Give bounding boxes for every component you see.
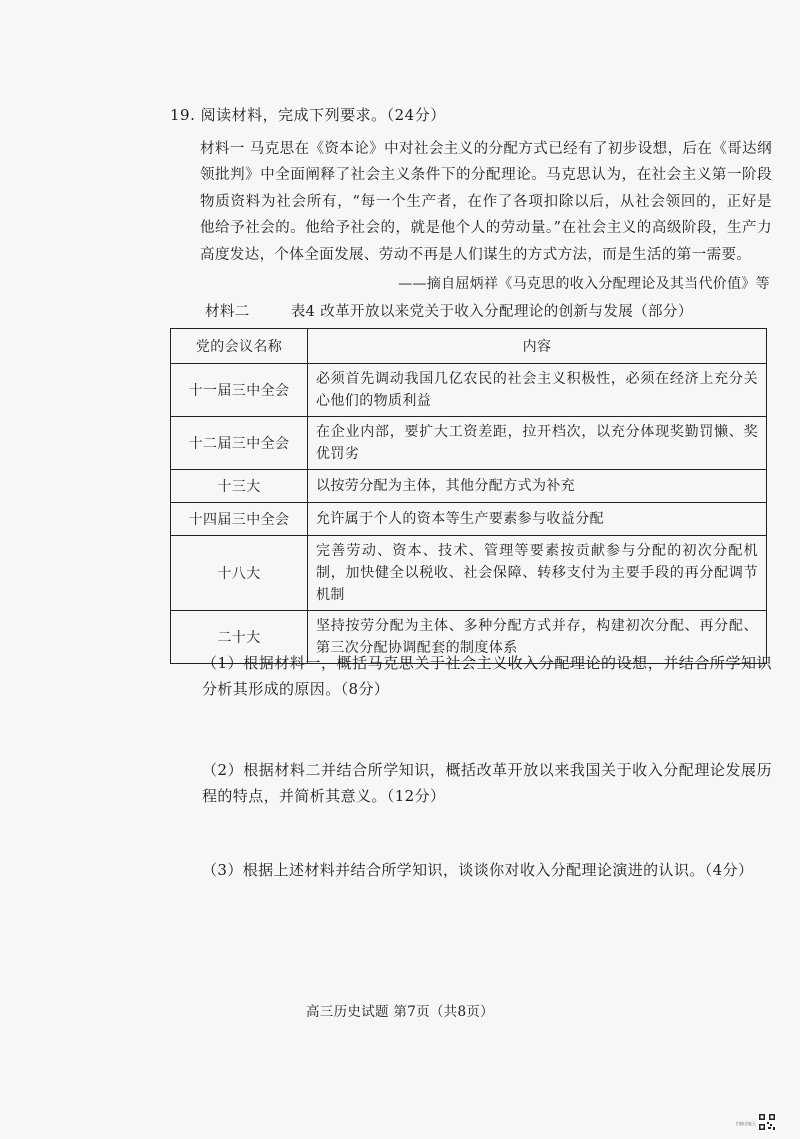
material-one — [170, 136, 772, 268]
meeting-content: 必须首先调动我国几亿农民的社会主义积极性，必须在经济上充分关心他们的物质利益 — [308, 364, 767, 417]
header-content: 内容 — [308, 329, 767, 364]
meeting-name: 十八大 — [171, 536, 308, 611]
subquestion-1 — [170, 650, 772, 702]
question-title: 19. 阅读材料，完成下列要求。（24分） — [170, 106, 446, 124]
meeting-content: 允许属于个人的资本等生产要素参与收益分配 — [308, 503, 767, 536]
watermark-label: 扫描全能王 — [736, 1121, 756, 1126]
meeting-content: 以按劳分配为主体，其他分配方式为补充 — [308, 470, 767, 503]
subquestion-2 — [170, 757, 772, 809]
meeting-name: 十三大 — [171, 470, 308, 503]
material-one-text: 材料一 马克思在《资本论》中对社会主义的分配方式已经有了初步设想，后在《哥达纲领批判》中全面阐释了社会主义条件下的分配理论。马克思认为，在社会主义第一阶段物质资料为社会所有，“每一个生产者，在作了各项扣除以后，从社会领回的，正好是他给予社会的。他给予社会的，就是他个人的劳动量。”在社会主义的高级阶段，生产力高度发达，个体全面发展、劳动不再是人们谋生的方式方法，而是生活的第一需要。 — [200, 141, 772, 263]
subquestion-2-text: （2）根据材料二并结合所学知识，概括改革开放以来我国关于收入分配理论发展历程的特点，并简析其意义。（12分） — [202, 761, 772, 805]
material-two-heading — [205, 300, 693, 321]
meeting-content: 完善劳动、资本、技术、管理等要素按贡献参与分配的初次分配机制，加快健全以税收、社会保障、转移支付为主要手段的再分配调节机制 — [308, 536, 767, 611]
page-footer: 高三历史试题 第7页（共8页） — [306, 1004, 494, 1020]
subquestion-3-text: （3）根据上述材料并结合所学知识，谈谈你对收入分配理论演进的认识。（4分） — [202, 861, 754, 879]
material-one-source: ——摘自屈炳祥《马克思的收入分配理论及其当代价值》等 — [398, 276, 770, 292]
meeting-content: 在企业内部，要扩大工资差距，拉开档次，以充分体现奖勤罚懒、奖优罚劣 — [308, 417, 767, 470]
material-two-label: 材料二 — [205, 304, 250, 320]
meeting-content: 坚持按劳分配为主体、多种分配方式并存，构建初次分配、再分配、第三次分配协调配套的制度体系 — [308, 611, 767, 664]
table-row — [171, 417, 767, 470]
table-row — [171, 470, 767, 503]
table-row — [171, 536, 767, 611]
table-header-row — [171, 329, 767, 364]
meeting-name: 十四届三中全会 — [171, 503, 308, 536]
table-row — [171, 364, 767, 417]
meeting-name: 二十大 — [171, 611, 308, 664]
meeting-name: 十一届三中全会 — [171, 364, 308, 417]
subquestion-3 — [170, 857, 772, 883]
meeting-name: 十二届三中全会 — [171, 417, 308, 470]
subquestion-1-text: （1）根据材料一，概括马克思关于社会主义收入分配理论的设想，并结合所学知识分析其形成的原因。（8分） — [202, 654, 772, 698]
table-row — [171, 503, 767, 536]
income-distribution-table — [170, 328, 767, 664]
table-caption: 表4 改革开放以来党关于收入分配理论的创新与发展（部分） — [290, 304, 693, 320]
header-meeting-name: 党的会议名称 — [171, 329, 308, 364]
qr-code-icon — [758, 1113, 776, 1131]
